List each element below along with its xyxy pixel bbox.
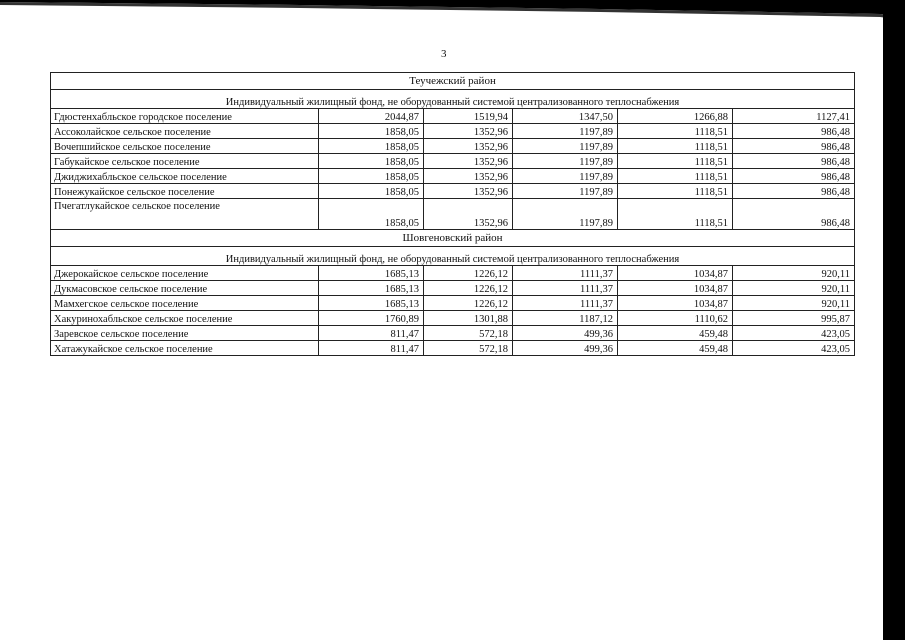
value-cell: 1858,05 xyxy=(319,124,424,139)
table-row xyxy=(51,184,855,199)
value-cell: 1118,51 xyxy=(618,124,733,139)
settlement-name: Дукмасовское сельское поселение xyxy=(51,281,319,296)
settlement-name: Пчегатлукайское сельское поселение xyxy=(51,199,319,230)
value-cell: 1127,41 xyxy=(733,109,855,124)
value-cell: 1187,12 xyxy=(513,311,618,326)
value-cell: 1352,96 xyxy=(424,199,513,230)
value-cell: 1858,05 xyxy=(319,154,424,169)
section-header-row xyxy=(51,73,855,90)
value-cell: 423,05 xyxy=(733,341,855,356)
value-cell: 1858,05 xyxy=(319,199,424,230)
value-cell: 1266,88 xyxy=(618,109,733,124)
table-row xyxy=(51,281,855,296)
table-row xyxy=(51,296,855,311)
value-cell: 986,48 xyxy=(733,184,855,199)
value-cell: 1111,37 xyxy=(513,266,618,281)
section-header-row xyxy=(51,230,855,247)
settlement-name: Джерокайское сельское поселение xyxy=(51,266,319,281)
value-cell: 986,48 xyxy=(733,169,855,184)
value-cell: 986,48 xyxy=(733,154,855,169)
table-row xyxy=(51,266,855,281)
value-cell: 986,48 xyxy=(733,199,855,230)
scan-top-edge xyxy=(0,0,905,20)
district-title: Теучежский район xyxy=(51,73,855,90)
value-cell: 1226,12 xyxy=(424,266,513,281)
value-cell: 1685,13 xyxy=(319,281,424,296)
settlement-name: Габукайское сельское поселение xyxy=(51,154,319,169)
value-cell: 2044,87 xyxy=(319,109,424,124)
value-cell: 1301,88 xyxy=(424,311,513,326)
value-cell: 1352,96 xyxy=(424,139,513,154)
subsection-header-row xyxy=(51,247,855,266)
table-row xyxy=(51,169,855,184)
value-cell: 459,48 xyxy=(618,341,733,356)
value-cell: 1034,87 xyxy=(618,296,733,311)
value-cell: 1111,37 xyxy=(513,296,618,311)
value-cell: 1118,51 xyxy=(618,154,733,169)
scan-right-edge xyxy=(883,8,905,640)
value-cell: 1197,89 xyxy=(513,199,618,230)
fund-subtitle: Индивидуальный жилищный фонд, не оборудованный системой централизованного теплоснабжения xyxy=(51,90,855,109)
value-cell: 1760,89 xyxy=(319,311,424,326)
table-row xyxy=(51,109,855,124)
value-cell: 499,36 xyxy=(513,326,618,341)
value-cell: 1519,94 xyxy=(424,109,513,124)
value-cell: 920,11 xyxy=(733,281,855,296)
settlement-name: Хатажукайское сельское поселение xyxy=(51,341,319,356)
value-cell: 1226,12 xyxy=(424,281,513,296)
district-title: Шовгеновский район xyxy=(51,230,855,247)
value-cell: 1110,62 xyxy=(618,311,733,326)
value-cell: 920,11 xyxy=(733,296,855,311)
tariff-table xyxy=(50,72,855,356)
value-cell: 1685,13 xyxy=(319,296,424,311)
value-cell: 1197,89 xyxy=(513,184,618,199)
value-cell: 423,05 xyxy=(733,326,855,341)
value-cell: 572,18 xyxy=(424,341,513,356)
settlement-name: Понежукайское сельское поселение xyxy=(51,184,319,199)
value-cell: 1352,96 xyxy=(424,184,513,199)
value-cell: 1347,50 xyxy=(513,109,618,124)
table-row xyxy=(51,199,855,230)
settlement-name: Гдюстенхабльское городское поселение xyxy=(51,109,319,124)
settlement-name: Джиджихабльское сельское поселение xyxy=(51,169,319,184)
value-cell: 499,36 xyxy=(513,341,618,356)
settlement-name: Заревское сельское поселение xyxy=(51,326,319,341)
table-row xyxy=(51,341,855,356)
value-cell: 1858,05 xyxy=(319,184,424,199)
value-cell: 1352,96 xyxy=(424,169,513,184)
page-number: 3 xyxy=(441,48,447,60)
value-cell: 811,47 xyxy=(319,326,424,341)
value-cell: 1197,89 xyxy=(513,169,618,184)
subsection-header-row xyxy=(51,90,855,109)
value-cell: 1858,05 xyxy=(319,139,424,154)
value-cell: 1858,05 xyxy=(319,169,424,184)
table-row xyxy=(51,139,855,154)
value-cell: 1197,89 xyxy=(513,154,618,169)
value-cell: 1118,51 xyxy=(618,169,733,184)
fund-subtitle: Индивидуальный жилищный фонд, не оборудованный системой централизованного теплоснабжения xyxy=(51,247,855,266)
settlement-name: Вочепшийское сельское поселение xyxy=(51,139,319,154)
value-cell: 1352,96 xyxy=(424,124,513,139)
value-cell: 1352,96 xyxy=(424,154,513,169)
value-cell: 459,48 xyxy=(618,326,733,341)
settlement-name: Мамхегское сельское поселение xyxy=(51,296,319,311)
settlement-name: Ассоколайское сельское поселение xyxy=(51,124,319,139)
value-cell: 1685,13 xyxy=(319,266,424,281)
table-row xyxy=(51,311,855,326)
value-cell: 1034,87 xyxy=(618,281,733,296)
value-cell: 986,48 xyxy=(733,139,855,154)
value-cell: 995,87 xyxy=(733,311,855,326)
value-cell: 811,47 xyxy=(319,341,424,356)
settlement-name: Хакуринохабльское сельское поселение xyxy=(51,311,319,326)
value-cell: 1197,89 xyxy=(513,124,618,139)
value-cell: 1034,87 xyxy=(618,266,733,281)
value-cell: 1118,51 xyxy=(618,139,733,154)
table-row xyxy=(51,154,855,169)
table-row xyxy=(51,124,855,139)
value-cell: 1118,51 xyxy=(618,184,733,199)
value-cell: 920,11 xyxy=(733,266,855,281)
value-cell: 1197,89 xyxy=(513,139,618,154)
value-cell: 1111,37 xyxy=(513,281,618,296)
table-row xyxy=(51,326,855,341)
value-cell: 986,48 xyxy=(733,124,855,139)
value-cell: 1118,51 xyxy=(618,199,733,230)
value-cell: 572,18 xyxy=(424,326,513,341)
value-cell: 1226,12 xyxy=(424,296,513,311)
